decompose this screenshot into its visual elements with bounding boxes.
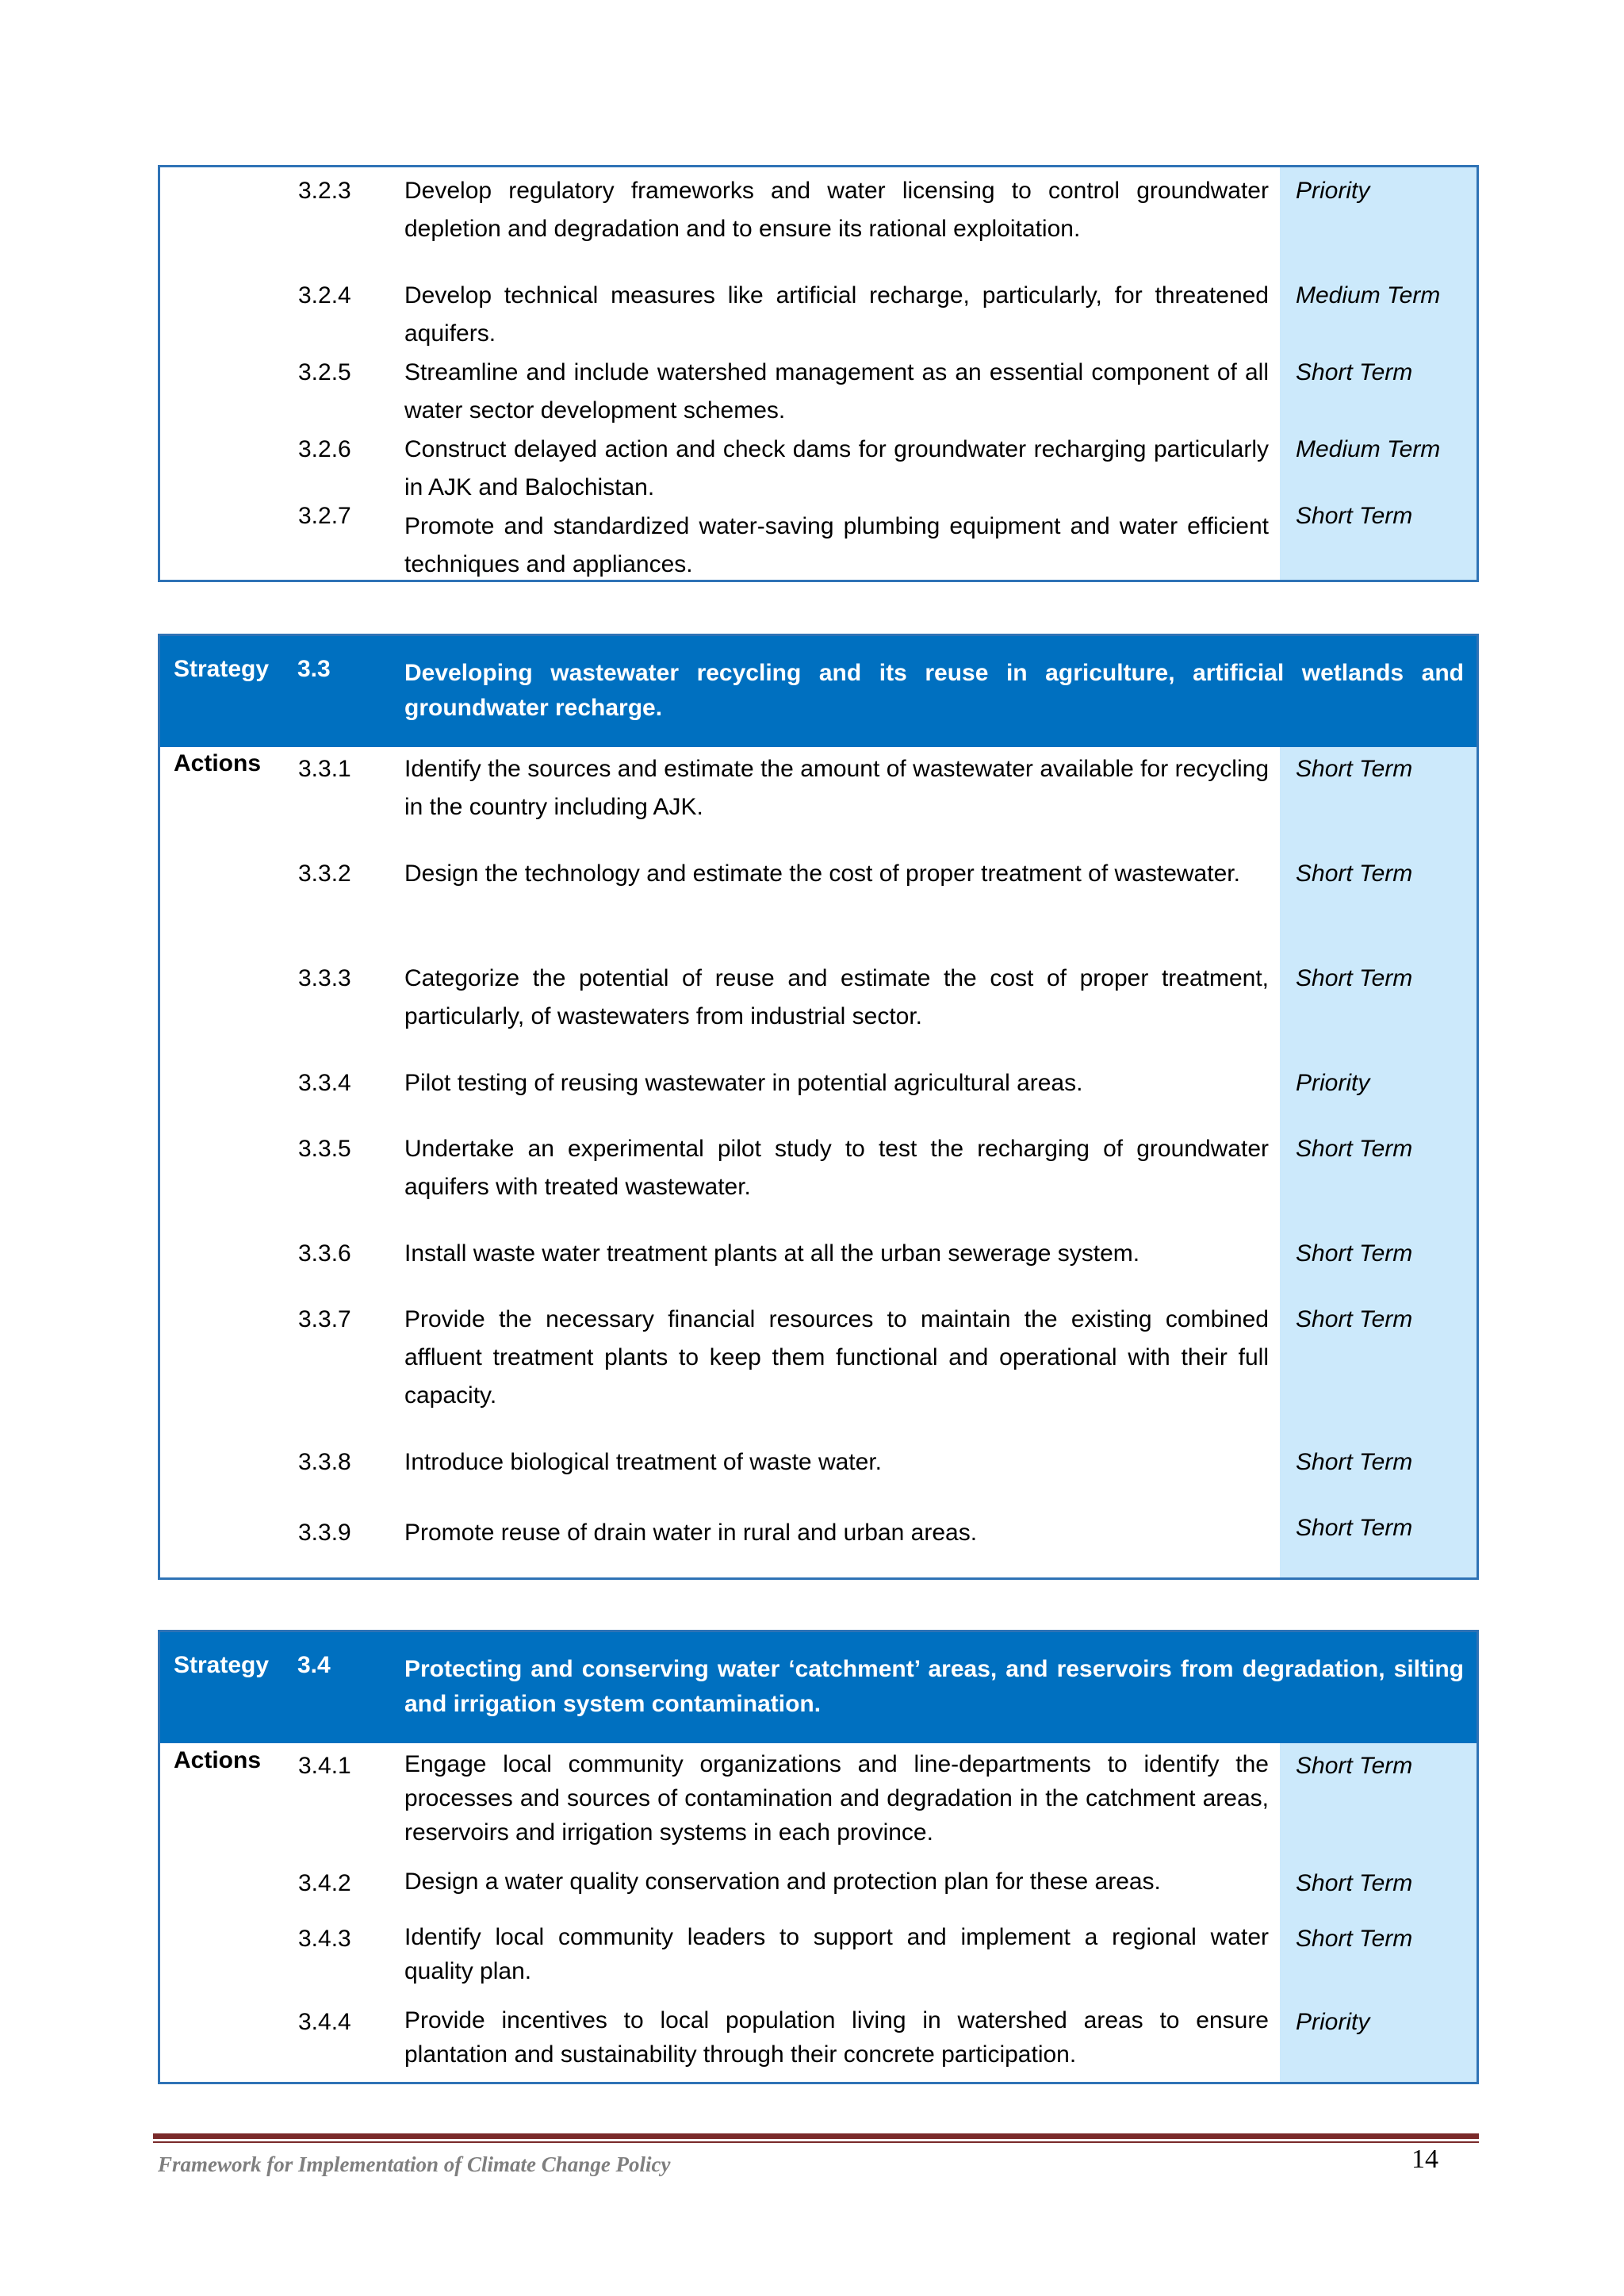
action-text: Provide incentives to local population living in watershed areas to ensure plantation and sustainability through their concrete participation.	[404, 2007, 1269, 2068]
page-number: 14	[1411, 2145, 1438, 2174]
action-number: 3.3.4	[298, 1070, 351, 1096]
strategy-label: Strategy	[174, 656, 270, 682]
action-term: Short Term	[1296, 756, 1413, 782]
action-number: 3.4.4	[298, 2009, 351, 2035]
actions-label: Actions	[174, 750, 262, 776]
action-text: Provide the necessary financial resources to maintain the existing combined affluent treatment plants to keep them functional and operational with their full capacity.	[404, 1306, 1269, 1409]
action-term: Short Term	[1296, 359, 1413, 385]
strategy-table-3-4	[158, 1630, 1479, 2084]
strategy-label: Strategy	[174, 1652, 270, 1678]
action-term: Short Term	[1296, 1870, 1413, 1896]
action-term: Short Term	[1296, 1515, 1413, 1541]
action-text: Promote and standardized water-saving plumbing equipment and water efficient techniques and appliances.	[404, 513, 1269, 577]
action-term: Medium Term	[1296, 436, 1441, 462]
action-number: 3.3.1	[298, 756, 351, 782]
action-text: Develop technical measures like artificial recharge, particularly, for threatened aquifers.	[404, 282, 1269, 347]
action-number: 3.4.1	[298, 1753, 351, 1779]
action-term: Priority	[1296, 1070, 1370, 1096]
action-number: 3.3.6	[298, 1240, 351, 1267]
action-term: Priority	[1296, 2009, 1370, 2035]
strategy-number: 3.3	[297, 656, 331, 682]
action-text: Design a water quality conservation and protection plan for these areas.	[404, 1869, 1161, 1895]
action-term: Short Term	[1296, 1136, 1413, 1162]
footer-title: Framework for Implementation of Climate Change Policy	[158, 2152, 671, 2176]
action-text: Undertake an experimental pilot study to test the recharging of groundwater aquifers with treated wastewater.	[404, 1136, 1269, 1200]
action-term: Short Term	[1296, 1449, 1413, 1475]
action-number: 3.2.3	[298, 178, 351, 204]
action-text: Develop regulatory frameworks and water licensing to control groundwater depletion and degradation and to ensure its rational exploitation.	[404, 178, 1269, 242]
actions-label: Actions	[174, 1747, 262, 1773]
action-number: 3.3.2	[298, 861, 351, 887]
action-term: Short Term	[1296, 861, 1413, 887]
action-term: Short Term	[1296, 965, 1413, 991]
action-number: 3.3.9	[298, 1520, 351, 1546]
action-text: Design the technology and estimate the cost of proper treatment of wastewater.	[404, 861, 1240, 887]
strategy-table-3-3	[158, 634, 1479, 1580]
strategy-header	[160, 1632, 1477, 1743]
action-term: Short Term	[1296, 1240, 1413, 1267]
action-term: Short Term	[1296, 1306, 1413, 1332]
action-number: 3.3.3	[298, 965, 351, 991]
action-number: 3.2.7	[298, 503, 351, 529]
action-text: Categorize the potential of reuse and estimate the cost of proper treatment, particularly, of wastewaters from industrial sector.	[404, 965, 1269, 1029]
action-text: Engage local community organizations and line-departments to identify the processes and sources of contamination and degradation in the catchment areas, reservoirs and irrigation systems in each province.	[404, 1751, 1269, 1846]
action-text: Identify local community leaders to support and implement a regional water quality plan.	[404, 1924, 1269, 1984]
action-term: Short Term	[1296, 1926, 1413, 1952]
action-term: Short Term	[1296, 1753, 1413, 1779]
strategy-number: 3.4	[297, 1652, 331, 1678]
strategy-title: Protecting and conserving water ‘catchment’ areas, and reservoirs from degradation, silting and irrigation system contamination.	[404, 1656, 1464, 1717]
action-text: Streamline and include watershed management as an essential component of all water sector development schemes.	[404, 359, 1269, 424]
action-term: Short Term	[1296, 503, 1413, 529]
action-text: Pilot testing of reusing wastewater in potential agricultural areas.	[404, 1070, 1083, 1096]
action-text: Install waste water treatment plants at all the urban sewerage system.	[404, 1240, 1140, 1267]
action-text: Introduce biological treatment of waste water.	[404, 1449, 882, 1475]
action-number: 3.3.8	[298, 1449, 351, 1475]
action-text: Promote reuse of drain water in rural and urban areas.	[404, 1520, 978, 1546]
footer-rule	[153, 2133, 1479, 2139]
action-number: 3.4.2	[298, 1870, 351, 1896]
action-term: Medium Term	[1296, 282, 1441, 309]
strategy-title: Developing wastewater recycling and its reuse in agriculture, artificial wetlands and groundwater recharge.	[404, 660, 1464, 721]
action-text: Construct delayed action and check dams for groundwater recharging particularly in AJK and Balochistan.	[404, 436, 1269, 500]
action-text: Identify the sources and estimate the amount of wastewater available for recycling in the country including AJK.	[404, 756, 1269, 820]
action-number: 3.4.3	[298, 1926, 351, 1952]
action-number: 3.3.5	[298, 1136, 351, 1162]
action-number: 3.3.7	[298, 1306, 351, 1332]
action-number: 3.2.4	[298, 282, 351, 309]
action-number: 3.2.6	[298, 436, 351, 462]
action-number: 3.2.5	[298, 359, 351, 385]
action-term: Priority	[1296, 178, 1370, 204]
strategy-header	[160, 636, 1477, 747]
actions-table-3-2	[158, 165, 1479, 582]
footer-rule-thin	[153, 2141, 1479, 2143]
